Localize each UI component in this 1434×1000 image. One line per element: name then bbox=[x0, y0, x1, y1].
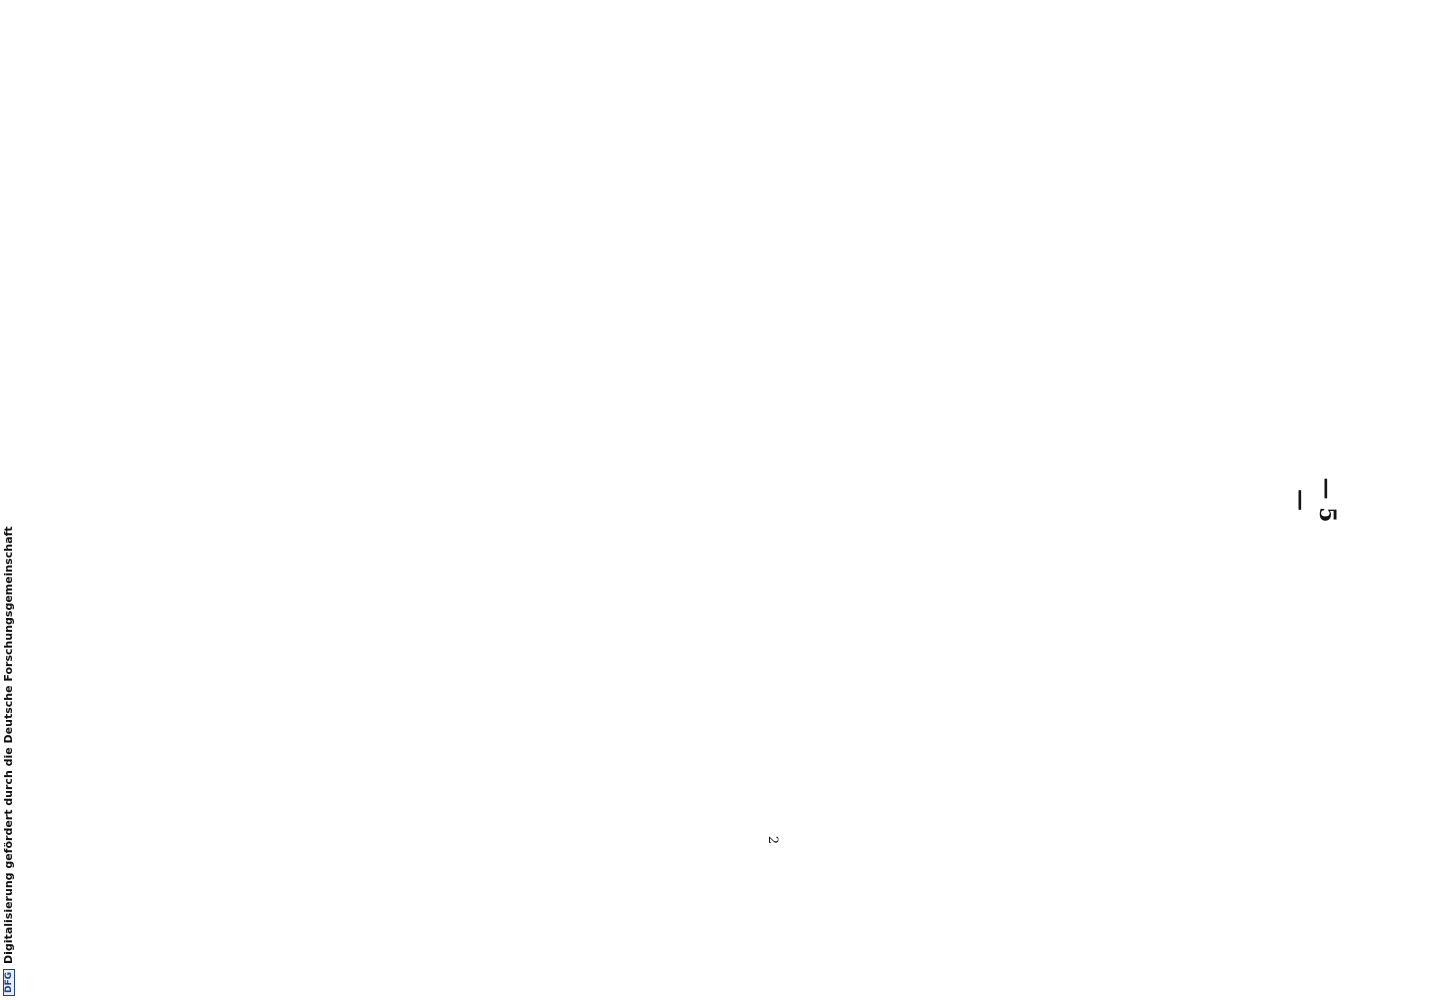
text-line bbox=[657, 525, 673, 905]
text-line bbox=[750, 90, 766, 470]
text-line bbox=[1029, 90, 1045, 470]
text-line bbox=[455, 525, 471, 905]
text-line bbox=[1246, 525, 1262, 905]
text-line bbox=[285, 90, 301, 470]
text-line bbox=[1153, 90, 1169, 470]
text-line bbox=[424, 525, 440, 905]
text-line bbox=[626, 525, 642, 905]
text-line bbox=[1215, 525, 1231, 905]
text-line bbox=[610, 90, 626, 470]
page-number: — 5 — bbox=[1288, 477, 1340, 523]
text-line bbox=[1075, 90, 1091, 470]
text-line bbox=[688, 525, 704, 905]
text-line bbox=[362, 90, 378, 470]
text-line bbox=[936, 90, 952, 470]
text-line bbox=[579, 525, 595, 905]
text-line bbox=[1168, 90, 1184, 470]
text-line bbox=[1153, 525, 1169, 905]
text-line bbox=[1091, 90, 1107, 470]
text-line bbox=[905, 90, 921, 470]
text-line bbox=[1106, 525, 1122, 905]
text-line bbox=[672, 525, 688, 905]
text-line bbox=[378, 90, 394, 470]
text-line bbox=[1060, 90, 1076, 470]
funding-note bbox=[2, 526, 15, 996]
text-line bbox=[1137, 90, 1153, 470]
text-line bbox=[1199, 525, 1215, 905]
text-line bbox=[657, 90, 673, 470]
text-line bbox=[1277, 90, 1293, 470]
text-column-right bbox=[362, 525, 1292, 905]
text-line bbox=[982, 525, 998, 905]
document-page bbox=[150, 0, 1350, 1000]
text-line bbox=[874, 90, 890, 470]
text-line bbox=[1184, 525, 1200, 905]
text-line bbox=[812, 90, 828, 470]
text-line bbox=[951, 525, 967, 905]
text-line bbox=[362, 525, 378, 905]
text-line bbox=[858, 90, 874, 470]
text-line bbox=[347, 90, 363, 470]
text-line bbox=[796, 525, 812, 905]
text-line bbox=[843, 525, 859, 905]
text-line bbox=[936, 525, 952, 905]
text-line bbox=[719, 525, 735, 905]
text-line bbox=[1168, 525, 1184, 905]
text-line bbox=[998, 90, 1014, 470]
text-line bbox=[393, 525, 409, 905]
text-line bbox=[564, 90, 580, 470]
text-line bbox=[1044, 525, 1060, 905]
text-line bbox=[533, 525, 549, 905]
text-line bbox=[533, 90, 549, 470]
text-line bbox=[951, 90, 967, 470]
text-line bbox=[641, 90, 657, 470]
text-line bbox=[254, 90, 270, 470]
text-line bbox=[967, 90, 983, 470]
text-line bbox=[967, 525, 983, 905]
text-line bbox=[331, 90, 347, 470]
text-line bbox=[378, 525, 394, 905]
text-line bbox=[781, 90, 797, 470]
text-line bbox=[812, 525, 828, 905]
text-line bbox=[781, 525, 797, 905]
text-line bbox=[424, 90, 440, 470]
text-line bbox=[1044, 90, 1060, 470]
text-line bbox=[1075, 525, 1091, 905]
text-line bbox=[595, 525, 611, 905]
text-line bbox=[703, 90, 719, 470]
text-line bbox=[1184, 90, 1200, 470]
text-line bbox=[998, 525, 1014, 905]
text-line bbox=[486, 525, 502, 905]
text-line bbox=[223, 90, 239, 470]
text-line bbox=[1060, 525, 1076, 905]
text-line bbox=[595, 90, 611, 470]
text-line bbox=[827, 90, 843, 470]
text-line bbox=[579, 90, 595, 470]
text-line bbox=[1122, 90, 1138, 470]
text-line bbox=[750, 525, 766, 905]
text-line bbox=[1277, 525, 1293, 905]
text-line bbox=[269, 90, 285, 470]
text-line bbox=[1230, 90, 1246, 470]
text-line bbox=[827, 525, 843, 905]
text-line bbox=[765, 90, 781, 470]
text-line bbox=[920, 90, 936, 470]
text-line bbox=[548, 525, 564, 905]
text-line bbox=[440, 90, 456, 470]
text-line bbox=[564, 525, 580, 905]
text-line bbox=[1013, 525, 1029, 905]
text-line bbox=[874, 525, 890, 905]
text-line bbox=[471, 525, 487, 905]
text-line bbox=[1246, 90, 1262, 470]
text-line bbox=[734, 525, 750, 905]
text-line bbox=[300, 90, 316, 470]
text-line bbox=[641, 525, 657, 905]
text-line bbox=[440, 525, 456, 905]
text-line bbox=[1013, 90, 1029, 470]
dfg-logo: DFG bbox=[3, 969, 15, 996]
text-line bbox=[626, 90, 642, 470]
text-line bbox=[889, 90, 905, 470]
text-line bbox=[843, 90, 859, 470]
text-line bbox=[1215, 90, 1231, 470]
text-line bbox=[471, 90, 487, 470]
text-line bbox=[548, 90, 564, 470]
text-line bbox=[672, 90, 688, 470]
text-line bbox=[703, 525, 719, 905]
text-line bbox=[982, 90, 998, 470]
text-line bbox=[905, 525, 921, 905]
text-line bbox=[610, 525, 626, 905]
text-line bbox=[502, 525, 518, 905]
text-line bbox=[719, 90, 735, 470]
text-line bbox=[1261, 525, 1277, 905]
text-line bbox=[1199, 90, 1215, 470]
text-line bbox=[688, 90, 704, 470]
text-line bbox=[734, 90, 750, 470]
page-footer-number: 2 bbox=[765, 835, 780, 845]
text-line bbox=[486, 90, 502, 470]
text-line bbox=[455, 90, 471, 470]
text-line bbox=[207, 90, 223, 470]
text-line bbox=[316, 90, 332, 470]
funding-text: Digitalisierung gefördert durch die Deutsche Forschungsgemeinschaft bbox=[2, 526, 15, 964]
text-line bbox=[1106, 90, 1122, 470]
text-line bbox=[1261, 90, 1277, 470]
text-line bbox=[393, 90, 409, 470]
text-column-left bbox=[207, 90, 1292, 470]
text-line bbox=[1230, 525, 1246, 905]
text-line bbox=[502, 90, 518, 470]
text-line bbox=[1091, 525, 1107, 905]
text-line bbox=[1029, 525, 1045, 905]
text-line bbox=[409, 90, 425, 470]
text-line bbox=[409, 525, 425, 905]
text-line bbox=[1122, 525, 1138, 905]
text-line bbox=[889, 525, 905, 905]
text-line bbox=[796, 90, 812, 470]
text-line bbox=[858, 525, 874, 905]
text-line bbox=[1137, 525, 1153, 905]
text-line bbox=[517, 525, 533, 905]
text-line bbox=[920, 525, 936, 905]
text-line bbox=[238, 90, 254, 470]
text-line bbox=[517, 90, 533, 470]
